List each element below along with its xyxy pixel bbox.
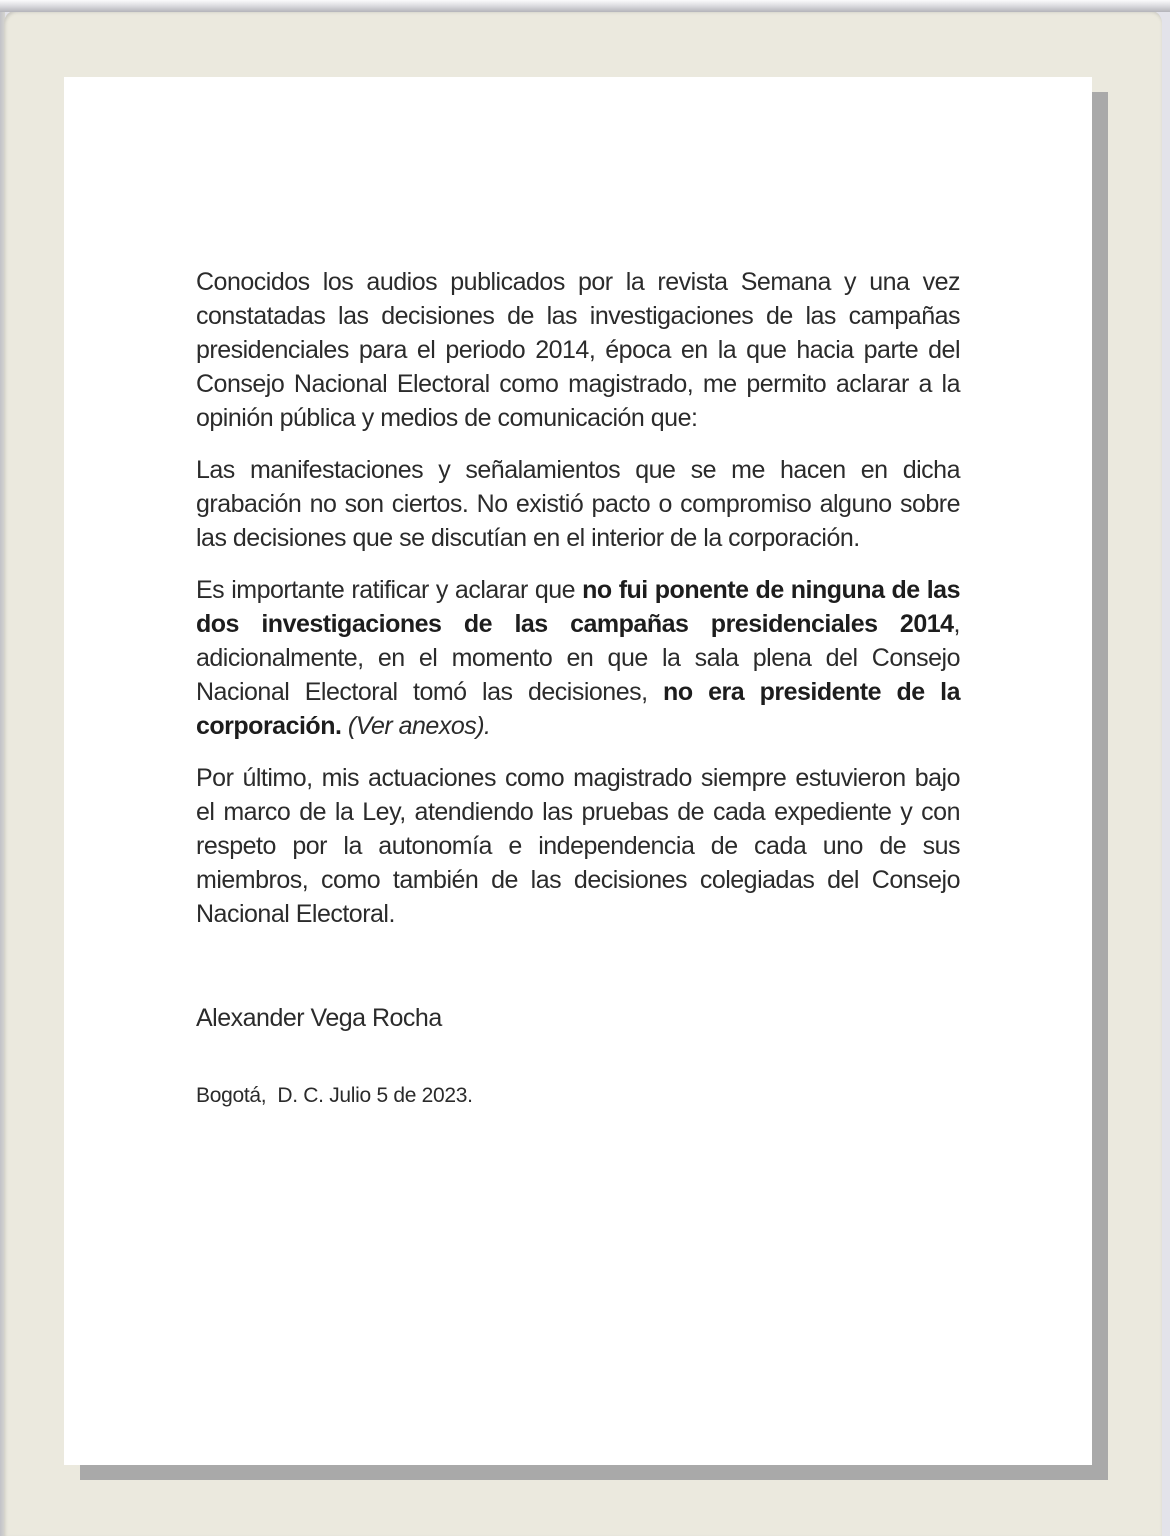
bold-statement-no-presidente: no era presidente de la corporación. — [196, 678, 960, 740]
bold-statement-no-ponente: no fui ponente de ninguna de las dos investigaciones de las campañas presidenciales 2014 — [196, 576, 960, 638]
signature-name: Alexander Vega Rocha — [196, 1004, 442, 1032]
document-viewer-background — [4, 10, 1162, 1536]
dateline: Bogotá, D. C. Julio 5 de 2023. — [196, 1084, 473, 1107]
paragraph-closing: Por último, mis actuaciones como magistrado siempre estuvieron bajo el marco de la Ley, atendiendo las pruebas de cada expediente y con respeto por la autonomía e independencia de cada uno de sus miembros, como también de las decisiones colegiadas del Consejo Nacional Electoral. — [196, 764, 960, 928]
paragraph-opening: Conocidos los audios publicados por la revista Semana y una vez constatadas las decisiones de las investigaciones de las campañas presidenciales para el periodo 2014, época en la que hacia parte del Consejo Nacional Electoral como magistrado, me permito aclarar a la opinión pública y medios de comunicación que: — [196, 268, 960, 432]
document-page — [64, 77, 1092, 1465]
paragraph-denial: Las manifestaciones y señalamientos que se me hacen en dicha grabación no son ciertos. No existió pacto o compromiso alguno sobre las decisiones que se discutían en el interior de la corporación. — [196, 456, 960, 552]
paragraph-text: Es importante ratificar y aclarar que — [196, 576, 583, 604]
paragraph-text: , adicionalmente, en el momento en que la sala plena del Consejo Nacional Electoral tomó las decisiones, — [196, 610, 960, 706]
letter-body — [64, 77, 1092, 1465]
annex-note: (Ver anexos). — [341, 712, 491, 740]
window-top-edge — [0, 0, 1170, 12]
paragraph-clarification — [196, 573, 960, 743]
